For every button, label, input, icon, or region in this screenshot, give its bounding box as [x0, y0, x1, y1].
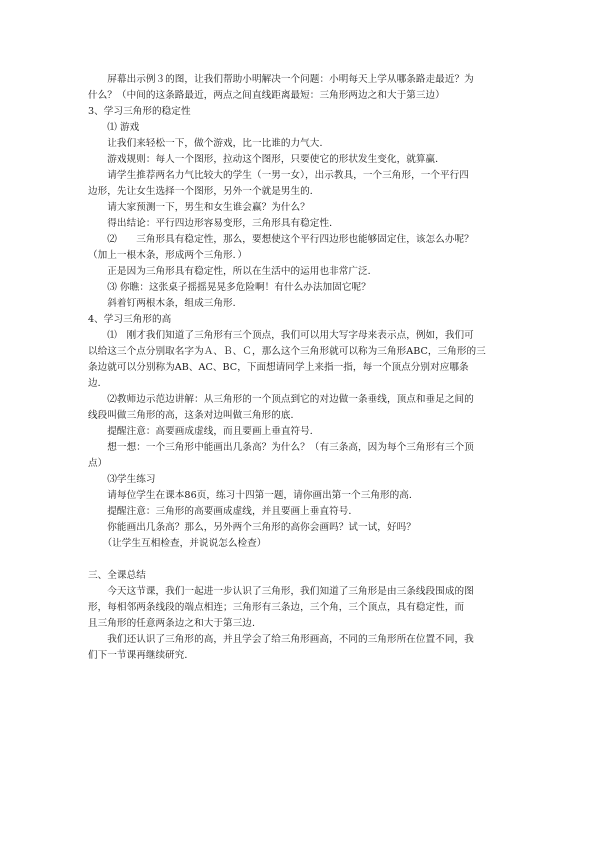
text-line: 形，每相邻两条线段的端点相连；三角形有三条边，三个角，三个顶点，具有稳定性，而	[88, 602, 465, 613]
text-line: 你能画出几条高？那么，另外两个三角形的高你会画吗？试一试，好吗？	[88, 522, 416, 533]
text-line: 让我们来轻松一下，做个游戏，比一比谁的力气大．	[88, 138, 330, 149]
text-line: ⑶学生练习	[88, 474, 156, 485]
text-line: 条边就可以分别称为AB、AC、BC，下面想请同学上来指一指，每一个顶点分别对应哪条	[88, 362, 469, 373]
text-line: 以给这三个点分别取名字为Ａ、Ｂ、Ｃ，那么这个三角形就可以称为三角形ABC，三角形的三	[88, 346, 486, 357]
text-line: ⑵教师边示范边讲解：从三角形的一个顶点到它的对边做一条垂线，顶点和垂足之间的	[88, 394, 474, 405]
blank-line	[88, 553, 508, 566]
section-heading: 3、学习三角形的稳定性	[88, 106, 191, 117]
text-line: 得出结论：平行四边形容易变形，三角形具有稳定性．	[88, 218, 339, 229]
text-line: 屏幕出示例３的图，让我们帮助小明解决一个问题：小明每天上学从哪条路走最近？为	[88, 74, 474, 85]
text-line: 想一想：一个三角形中能画出几条高？为什么？（有三条高，因为每个三角形有三个顶	[88, 442, 474, 453]
text-line: 且三角形的任意两条边之和大于第三边．	[88, 618, 262, 629]
text-line: 请大家预测一下，男生和女生谁会赢？为什么？	[88, 202, 310, 213]
text-line: 请每位学生在课本86页，练习十四第一题，请你画出第一个三角形的高．	[88, 490, 419, 501]
text-line: 我们还认识了三角形的高，并且学会了给三角形画高，不同的三角形所在位置不同，我	[88, 634, 474, 645]
text-line: 边．	[88, 378, 108, 389]
text-line: ⑴ 游戏	[88, 122, 140, 133]
text-line: 点）	[88, 458, 108, 469]
text-line: 线段叫做三角形的高，这条对边叫做三角形的底．	[88, 410, 301, 421]
text-line: ⑵ 三角形具有稳定性，那么，要想使这个平行四边形也能够固定住，该怎么办呢？	[88, 234, 474, 245]
text-line: 斜着钉两根木条，组成三角形．	[88, 298, 243, 309]
text-line: 游戏规则：每人一个图形，拉动这个图形，只要使它的形状发生变化，就算赢．	[88, 154, 445, 165]
text-line: 们下一节课再继续研究．	[88, 650, 195, 661]
text-line: 提醒注意：三角形的高要画成虚线，并且要画上垂直符号．	[88, 506, 359, 517]
text-line: （让学生互相检查，并说说怎么检查）	[88, 538, 267, 549]
text-line: 请学生推荐两名力气比较大的学生（一男一女），出示教具，一个三角形，一个平行四	[88, 170, 469, 181]
text-line: 什么？（中间的这条路最近，两点之间直线距离最短：三角形两边之和大于第三边）	[88, 90, 445, 101]
text-line: 今天这节课，我们一起进一步认识了三角形，我们知道了三角形是由三条线段围成的图	[88, 586, 474, 597]
text-line: ⑴ 刚才我们知道了三角形有三个顶点，我们可以用大写字母来表示点，例如，我们可	[88, 330, 474, 341]
text-line: 正是因为三角形具有稳定性，所以在生活中的运用也非常广泛．	[88, 266, 378, 277]
section-heading: 三、全课总结	[88, 570, 146, 581]
text-line: 边形，先让女生选择一个图形，另外一个就是男生的．	[88, 186, 320, 197]
text-line: （加上一根木条，形成两个三角形．）	[88, 250, 248, 261]
text-line: 提醒注意：高要画成虚线，而且要画上垂直符号．	[88, 426, 320, 437]
section-heading: 4、学习三角形的高	[88, 314, 172, 325]
text-line: ⑶ 你瞧：这张桌子摇摇晃晃多危险啊！有什么办法加固它呢？	[88, 282, 371, 293]
